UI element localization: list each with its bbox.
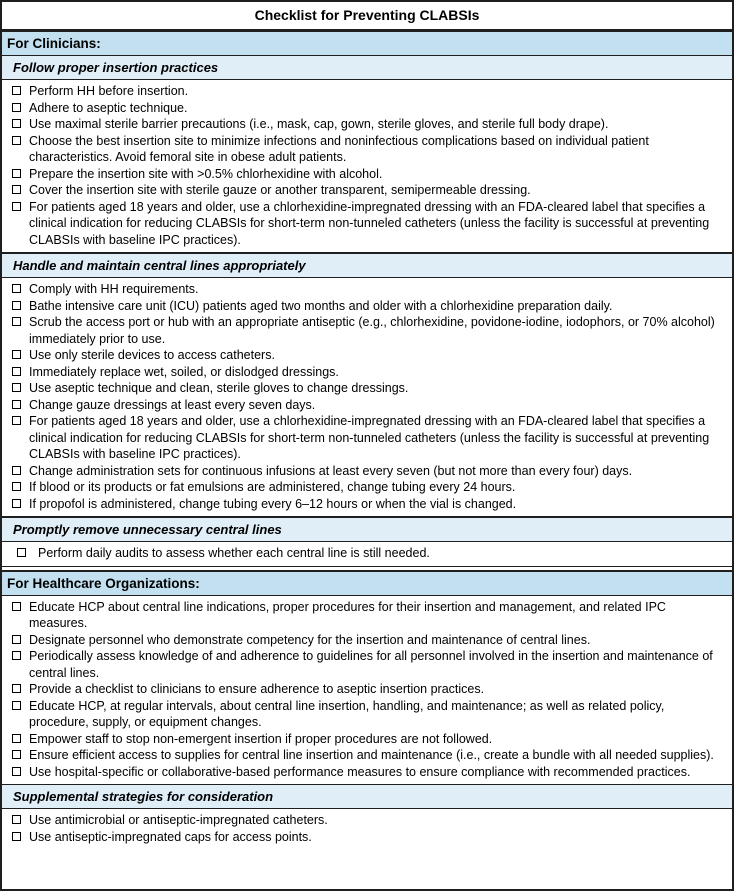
checkbox-icon[interactable] — [12, 602, 21, 611]
checkbox-icon[interactable] — [12, 466, 21, 475]
checklist-item — [2, 681, 724, 698]
checkbox-icon[interactable] — [12, 400, 21, 409]
checkbox-icon[interactable] — [12, 169, 21, 178]
checkbox-icon[interactable] — [12, 701, 21, 710]
checkbox-icon[interactable] — [12, 750, 21, 759]
checklist-item-text: Provide a checklist to clinicians to ensure adherence to aseptic insertion practices. — [29, 682, 485, 696]
checklist-item-text: Scrub the access port or hub with an appropriate antiseptic (e.g., chlorhexidine, povidone-iodine, iodophors, or 70% alcohol) immediately prior to use. — [29, 315, 715, 346]
checklist-item — [2, 166, 724, 183]
checklist-item — [2, 133, 724, 166]
checkbox-icon[interactable] — [12, 416, 21, 425]
checklist-item — [2, 116, 724, 133]
checklist-item — [2, 599, 724, 632]
checkbox-icon[interactable] — [12, 734, 21, 743]
checklist-item — [2, 496, 724, 513]
checklist-item — [2, 413, 724, 463]
checklist-item-text: For patients aged 18 years and older, use a chlorhexidine-impregnated dressing with an FDA-cleared label that specifies a clinical indication for reducing CLABSIs for short-term non-tunneled catheters (unless the facility is successful at preventing CLABSIs with baseline IPC practices). — [29, 199, 710, 247]
checklist-item — [2, 463, 724, 480]
items-block-promptly-remove — [2, 542, 732, 567]
checkbox-icon[interactable] — [12, 482, 21, 491]
checklist-item-text: Use hospital-specific or collaborative-based performance measures to ensure compliance with recommended practices. — [29, 764, 691, 779]
checklist-item-text: Adhere to aseptic technique. — [29, 100, 188, 115]
checklist-item-text: Change gauze dressings at least every seven days. — [29, 397, 316, 412]
checkbox-icon[interactable] — [12, 136, 21, 145]
checkbox-icon[interactable] — [12, 832, 21, 841]
checklist-item-text: Use aseptic technique and clean, sterile gloves to change dressings. — [29, 381, 409, 395]
section-header-healthcare-organizations: For Healthcare Organizations: — [2, 570, 732, 596]
checklist-item — [2, 764, 724, 781]
checklist-item-text: For patients aged 18 years and older, use a chlorhexidine-impregnated dressing with an FDA-cleared label that specifies a clinical indication for reducing CLABSIs for short-term non-tunneled catheters (unless the facility is successful at preventing CLABSIs with baseline IPC practices). — [29, 414, 710, 461]
checkbox-icon[interactable] — [12, 499, 21, 508]
checkbox-icon[interactable] — [12, 767, 21, 776]
checklist-item — [2, 100, 724, 117]
checklist-item — [2, 380, 724, 397]
checklist-item — [2, 182, 724, 199]
items-block-supplemental — [2, 809, 732, 849]
checklist-item — [2, 698, 724, 731]
checklist-item — [2, 479, 724, 496]
checkbox-icon[interactable] — [12, 350, 21, 359]
checklist-item-text: Educate HCP, at regular intervals, about central line insertion, handling, and maintenance; as well as related policy, procedure, supply, or equipment changes. — [29, 698, 665, 729]
checkbox-icon[interactable] — [12, 815, 21, 824]
checklist-item — [2, 298, 724, 315]
checklist-item — [2, 314, 724, 347]
checkbox-icon[interactable] — [12, 185, 21, 194]
checklist-item — [2, 632, 724, 649]
checklist-item-text: Perform daily audits to assess whether each central line is still needed. — [38, 546, 430, 560]
subsection-header-insertion-practices: Follow proper insertion practices — [2, 56, 732, 80]
checkbox-icon[interactable] — [12, 119, 21, 128]
checkbox-icon[interactable] — [12, 684, 21, 693]
checklist-item — [2, 648, 724, 681]
checklist-item — [2, 731, 724, 748]
checkbox-icon[interactable] — [12, 86, 21, 95]
items-block-insertion-practices — [2, 80, 732, 252]
checklist-item-text: Change administration sets for continuous infusions at least every seven (but not more than every four) days. — [29, 463, 633, 478]
checklist-item-text: Prepare the insertion site with >0.5% chlorhexidine with alcohol. — [29, 166, 383, 181]
subsection-header-promptly-remove: Promptly remove unnecessary central lines — [2, 516, 732, 542]
checklist-item — [2, 347, 724, 364]
checklist-item — [2, 83, 724, 100]
items-block-organizations — [2, 596, 732, 785]
checkbox-icon[interactable] — [12, 284, 21, 293]
checklist-item-text: Immediately replace wet, soiled, or dislodged dressings. — [29, 364, 339, 379]
checkbox-icon[interactable] — [12, 317, 21, 326]
checklist-item-text: Educate HCP about central line indications, proper procedures for their insertion and management, and related IPC measures. — [29, 599, 666, 630]
checklist-item — [2, 747, 724, 764]
checklist-item — [2, 397, 724, 414]
checkbox-icon[interactable] — [12, 651, 21, 660]
checkbox-icon[interactable] — [12, 103, 21, 112]
checklist-item-text: Designate personnel who demonstrate competency for the insertion and maintenance of central lines. — [29, 632, 591, 647]
checklist-item-text: Bathe intensive care unit (ICU) patients aged two months and older with a chlorhexidine preparation daily. — [29, 298, 613, 313]
items-block-handle-maintain — [2, 278, 732, 516]
checklist-item-text: If blood or its products or fat emulsions are administered, change tubing every 24 hours. — [29, 480, 516, 494]
checklist-item — [2, 281, 724, 298]
checklist-item-text: Use antimicrobial or antiseptic-impregnated catheters. — [29, 813, 328, 827]
checklist-item — [2, 829, 724, 846]
checkbox-icon[interactable] — [12, 367, 21, 376]
section-header-clinicians: For Clinicians: — [2, 32, 732, 56]
subsection-header-handle-maintain: Handle and maintain central lines appropriately — [2, 252, 732, 278]
checkbox-icon[interactable] — [12, 202, 21, 211]
checklist-item-text: Ensure efficient access to supplies for central line insertion and maintenance (i.e., create a bundle with all needed supplies). — [29, 748, 714, 762]
checklist-item-text: Empower staff to stop non-emergent insertion if proper procedures are not followed. — [29, 731, 493, 746]
checkbox-icon[interactable] — [17, 548, 26, 557]
checkbox-icon[interactable] — [12, 301, 21, 310]
checklist-item-text: Use antiseptic-impregnated caps for access points. — [29, 829, 312, 844]
checklist-item-text: Cover the insertion site with sterile gauze or another transparent, semipermeable dressing. — [29, 183, 531, 197]
checklist-item-text: Choose the best insertion site to minimize infections and noninfectious complications based on individual patient characteristics. Avoid femoral site in obese adult patients. — [29, 133, 649, 164]
checklist-item-text: Comply with HH requirements. — [29, 282, 199, 296]
checkbox-icon[interactable] — [12, 383, 21, 392]
page-title: Checklist for Preventing CLABSIs — [2, 2, 732, 32]
checkbox-icon[interactable] — [12, 635, 21, 644]
checklist-item — [2, 199, 724, 249]
checklist-item — [2, 364, 724, 381]
checklist-item — [2, 812, 724, 829]
checklist-item-text: Use only sterile devices to access catheters. — [29, 348, 275, 362]
checklist-item-text: If propofol is administered, change tubing every 6–12 hours or when the vial is changed. — [29, 496, 517, 511]
checklist-item-text: Periodically assess knowledge of and adherence to guidelines for all personnel involved in the insertion and maintenance of central lines. — [29, 649, 713, 680]
subsection-header-supplemental: Supplemental strategies for consideration — [2, 784, 732, 809]
checklist-item — [2, 545, 724, 562]
checklist-item-text: Perform HH before insertion. — [29, 84, 189, 98]
checklist-item-text: Use maximal sterile barrier precautions (i.e., mask, cap, gown, sterile gloves, and sterile full body drape). — [29, 117, 609, 131]
